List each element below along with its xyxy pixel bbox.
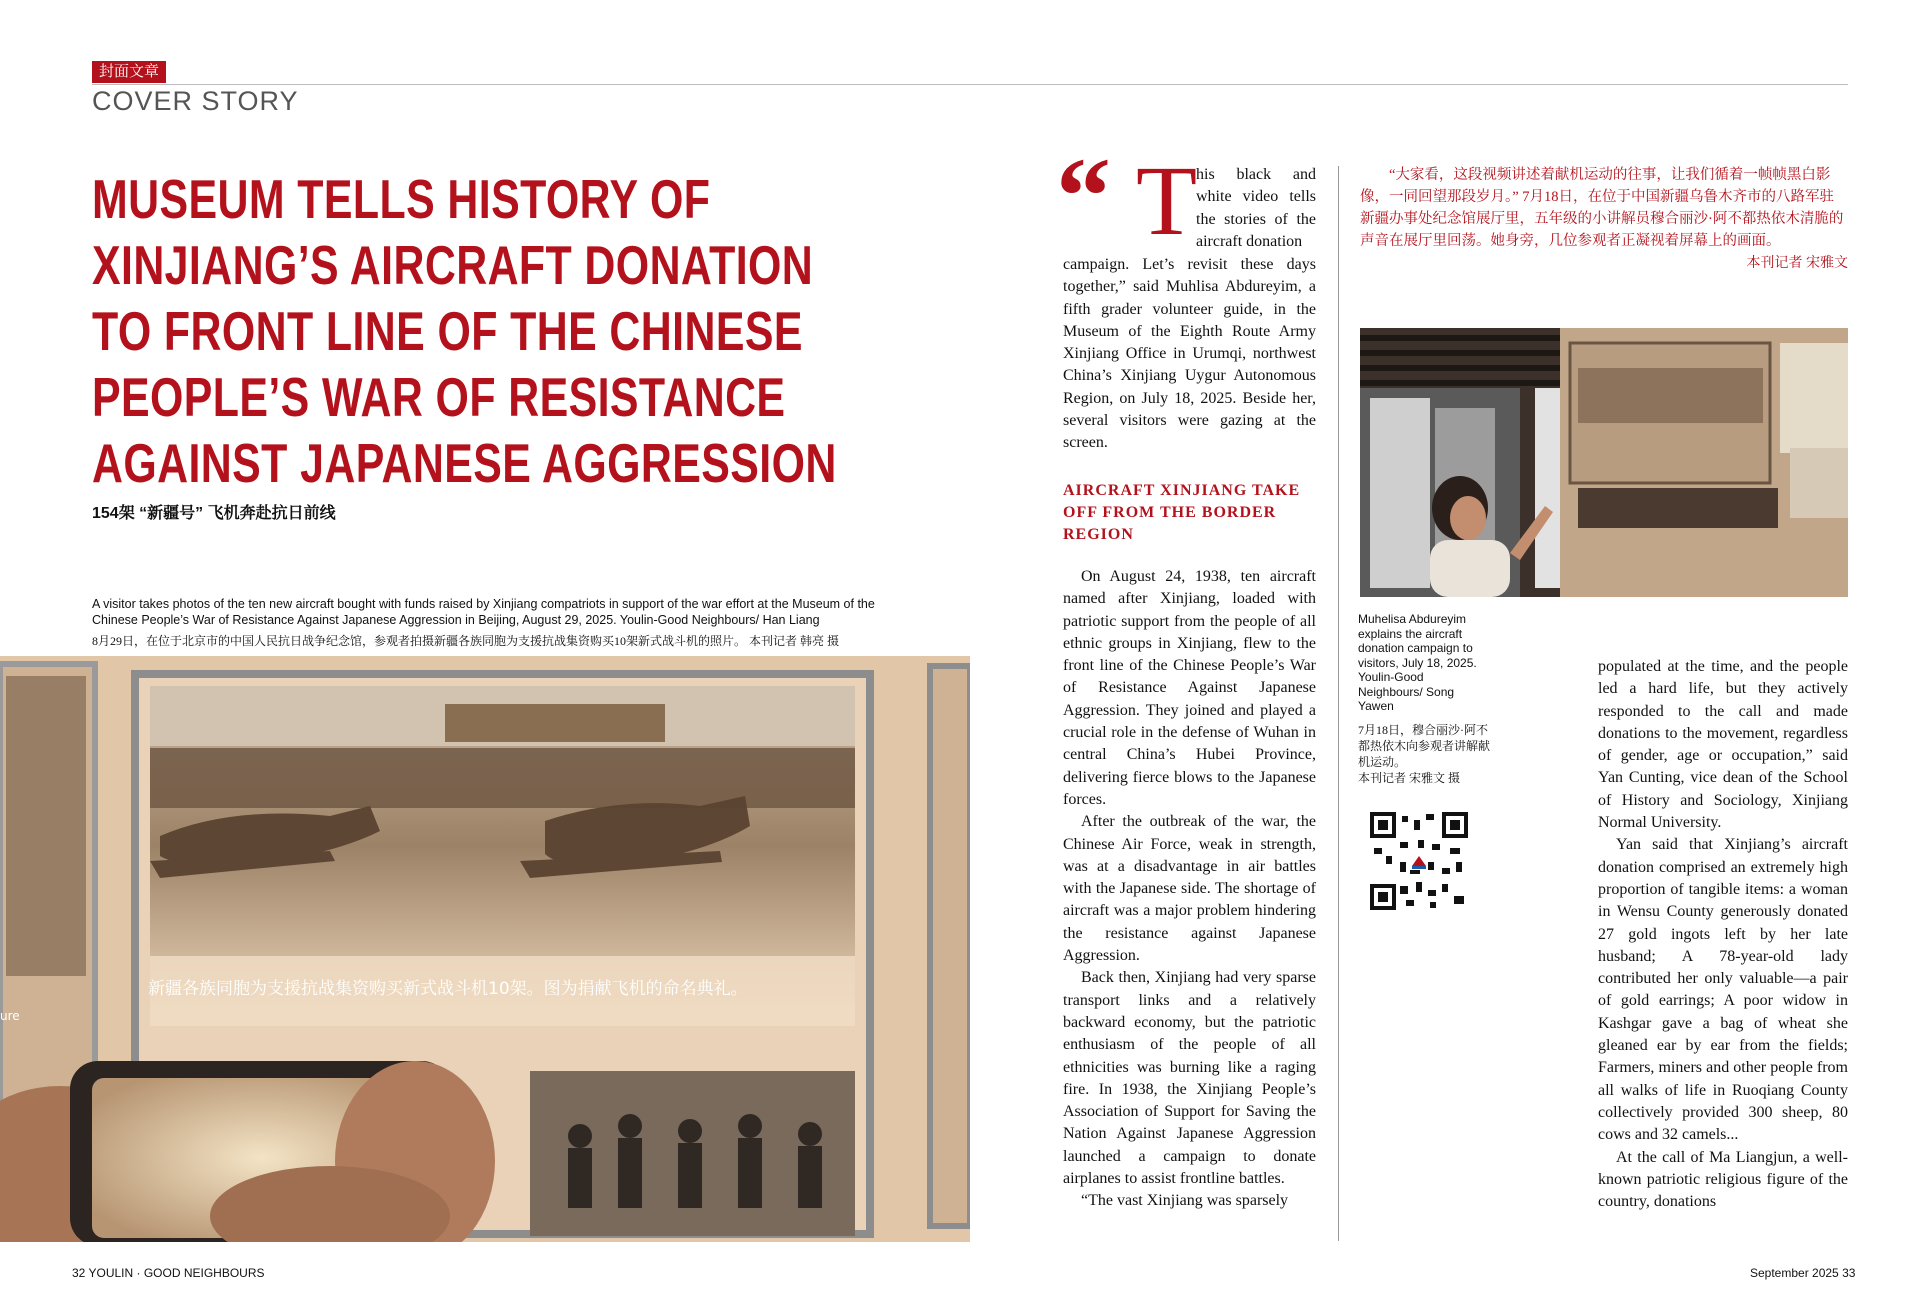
article-column-1-top: [1063, 254, 1316, 455]
col2-paragraph-2: Yan said that Xinjiang’s aircraft donation comprised an extremely high proportion of tangible items: a woman in Wensu County generously donated 27 gold ingots left by her late husband; A 78-year-old lady contributed her only valuable—a pair of gold earrings; A poor widow in Kashgar gave a bag of wheat she gleaned ear by ear from the fields; Farmers, miners and other people from all walks of life in Ruoqiang County collectively provided 300 sheep, 80 cows and 32 camels...: [1598, 836, 1848, 1144]
exhibition-panel-illustration: [0, 656, 970, 1242]
second-photo: [1360, 328, 1848, 597]
article-column-1: [1063, 566, 1316, 1213]
qr-code[interactable]: [1370, 812, 1468, 910]
footer-right: [1750, 1266, 1855, 1280]
second-photo-caption-cn-text: 7月18日，穆合丽沙·阿不都热依木向参观者讲解献机运动。: [1358, 723, 1491, 769]
publication-name: YOULIN · GOOD NEIGHBOURS: [88, 1266, 265, 1280]
second-photo-caption-en: Muhelisa Abdureyim explains the aircraft donation campaign to visitors, July 18, 2025. Youlin-Good Neighbours/ Song Yawen: [1358, 612, 1477, 713]
page-number-right: 33: [1842, 1266, 1856, 1280]
second-photo-caption-cn-credit: 本刊记者 宋雅文 摄: [1358, 771, 1461, 785]
paragraph-3: After the outbreak of the war, the Chinese Air Force, weak in strength, was at a disadvantage in air battles with the Japanese side. The shortage of aircraft was a major problem hindering the resistance against Japanese Aggression.: [1063, 813, 1316, 965]
column-divider: [1338, 166, 1339, 1241]
guide-photo-illustration: [1360, 328, 1848, 597]
main-photo-caption-cn: 8月29日，在位于北京市的中国人民抗日战争纪念馆，参观者拍摄新疆各族同胞为支援抗战集资购买10架新式战斗机的照片。 本刊记者 韩亮 摄: [92, 634, 840, 648]
opening-quote-mark: “: [1056, 135, 1111, 257]
paragraph-4: Back then, Xinjiang had very sparse transport links and a relatively backward economy, but the patriotic enthusiasm of the people of all ethnicities was burning like a raging fire. In 1938, the Xinjiang People’s Association of Support for Saving the Nation Against Japanese Aggression launched a campaign to donate airplanes to assist frontline battles.: [1063, 969, 1316, 1188]
panel-caption-cn: 新疆各族同胞为支援抗战集资购买新式战斗机10架。图为捐献飞机的命名典礼。: [148, 979, 748, 999]
second-photo-caption-cn: [1358, 722, 1493, 786]
article-subtitle-cn: 154架 “新疆号” 飞机奔赴抗日前线: [92, 505, 336, 522]
page-number-left: 32: [72, 1266, 86, 1280]
issue-date: September 2025: [1750, 1266, 1839, 1280]
section-tag-cn: 封面文章: [92, 61, 166, 83]
cn-summary: “大家看，这段视频讲述着献机运动的往事，让我们循着一帧帧黑白影像，一同回望那段岁月。” 7月18日，在位于中国新疆乌鲁木齐市的八路军驻新疆办事处纪念馆展厅里，五年级的小讲解员穆合丽沙·阿不都热依木清脆的声音在展厅里回荡。她身旁，几位参观者正凝视着屏幕上的画面。: [1360, 167, 1844, 249]
article-column-2: [1598, 656, 1848, 1213]
paragraph-1: campaign. Let’s revisit these days together,” said Muhlisa Abdureyim, a fifth grader volunteer guide, in the Museum of the Eighth Route Army Xinjiang Office in Urumqi, northwest China’s Xinjiang Uygur Autonomous Region, on July 18, 2025. Beside her, several visitors were gazing at the screen.: [1063, 256, 1316, 452]
header-rule: [92, 84, 1848, 85]
left-panel-fragment: ure: [0, 1009, 20, 1023]
article-title: MUSEUM TELLS HISTORY OF XINJIANG’S AIRCRAFT DONATION TO FRONT LINE OF THE CHINESE PEOPLE’S WAR OF RESISTANCE AGAINST JAPANESE AGGRESSION: [92, 168, 837, 494]
section-label: COVER STORY: [92, 86, 299, 116]
qr-code-icon: [1370, 812, 1468, 910]
main-photo: [0, 656, 970, 1242]
paragraph-5: “The vast Xinjiang was sparsely: [1081, 1192, 1289, 1210]
col2-paragraph-1: populated at the time, and the people led a hard life, but they actively responded to the call and made donations to the movement, regardless of gender, age or occupation,” said Yan Cunting, vice dean of the School of History and Sociology, Xinjiang Normal University.: [1598, 658, 1848, 832]
paragraph-2: On August 24, 1938, ten aircraft named after Xinjiang, loaded with patriotic support from the people of all ethnic groups in Xinjiang, flew to the front line of the Chinese People’s War of Resistance Against Japanese Aggression. They joined and played a crucial role in the defense of Wuhan in central China’s Hubei Province, delivering fierce blows to the Japanese forces.: [1063, 568, 1316, 808]
article-subhead: AIRCRAFT XINJIANG TAKE OFF FROM THE BORDER REGION: [1063, 482, 1301, 543]
lead-text: his black and white video tells the stories of the aircraft donation: [1196, 166, 1316, 250]
main-photo-caption-en: A visitor takes photos of the ten new aircraft bought with funds raised by Xinjiang compatriots in support of the war effort at the Museum of the Chinese People’s War of Resistance Against Japanese Aggression in Beijing, August 29, 2025. Youlin-Good Neighbours/ Han Liang: [92, 597, 875, 627]
cn-summary-credit: 本刊记者 宋雅文: [1746, 256, 1848, 271]
drop-cap: T: [1136, 145, 1198, 256]
footer-left: [72, 1266, 265, 1280]
col2-paragraph-3: At the call of Ma Liangjun, a well-known patriotic religious figure of the country, donations: [1598, 1148, 1848, 1211]
